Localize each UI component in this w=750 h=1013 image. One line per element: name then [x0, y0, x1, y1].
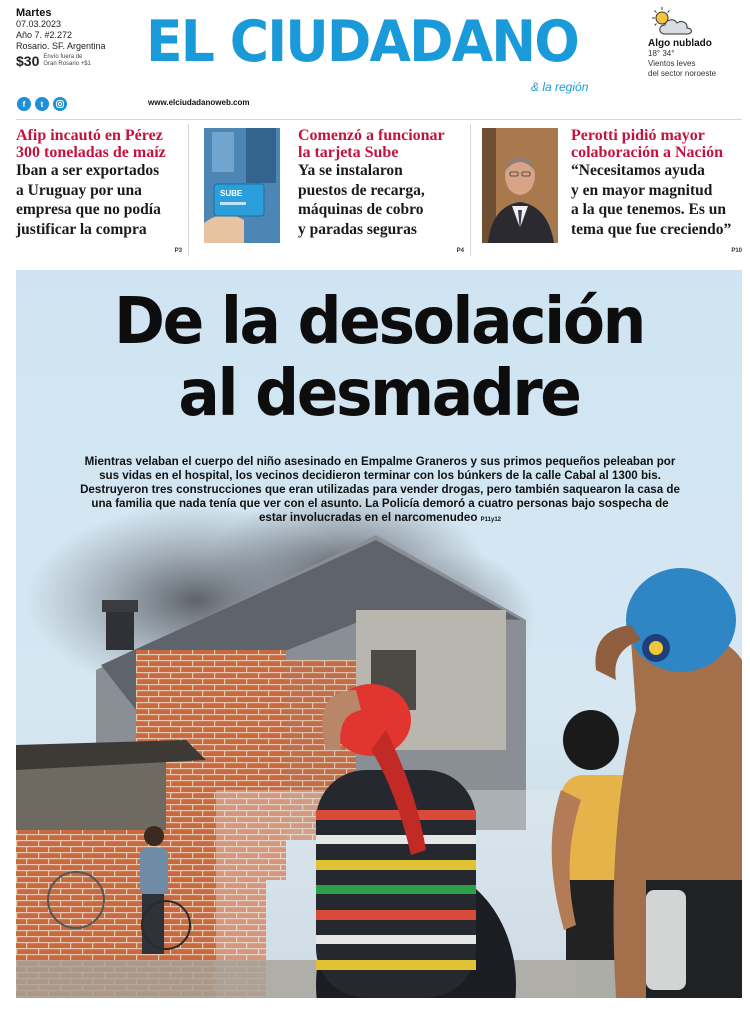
edition-date: 07.03.2023 [16, 19, 62, 29]
page-ref: P3 [174, 248, 182, 254]
headline-line: al desmadre [178, 357, 580, 431]
edition-number: Año 7. #2.272 [16, 30, 73, 40]
story-headline [16, 127, 182, 161]
summary-line: tema que fue creciendo” [571, 220, 732, 238]
perotti-photo [482, 128, 558, 243]
headline-line: Afip incautó en Pérez [16, 127, 163, 144]
sube-card-photo [204, 128, 280, 243]
story-headline [571, 127, 742, 161]
page-ref: P11y12 [480, 517, 502, 523]
headline-line: De la desolación [114, 285, 644, 359]
price: $30 [16, 52, 40, 69]
sube-card-label: SUBE [220, 189, 243, 198]
price-note-line: Envío fuera de [43, 54, 83, 60]
website-url[interactable]: www.elciudadanoweb.com [148, 98, 250, 107]
story-headline [298, 127, 464, 161]
price-row [16, 54, 134, 68]
logo-subtitle: & la región [531, 80, 589, 94]
summary-line: Iban a ser exportados [16, 162, 160, 179]
weather-box [648, 6, 748, 79]
summary-line: justificar la compra [16, 220, 147, 238]
summary-line: a Uruguay por una [16, 181, 142, 199]
lead-story[interactable] [16, 270, 742, 998]
summary-line: y paradas seguras [298, 220, 417, 238]
edition-day: Martes [16, 7, 52, 19]
story-summary [298, 161, 464, 239]
divider [188, 124, 189, 256]
lead-summary-text: Mientras velaban el cuerpo del niño asesinado en Empalme Graneros y sus primos pequeños peleaban por sus vidas en el hospital, los vecinos decidieron terminar con los búnkers de la calle Cabal al 1300 bis. Destruyeron tres construcciones que eran utilizadas para vender drogas, pero también saquearon la casa de una familia que nada tenía que ver con el asunto. La Policía demoró a cuatro personas bajo sospecha de estar involucradas en el narcomenudeo [80, 455, 680, 524]
summary-line: Ya se instalaron [298, 162, 403, 179]
summary-line: y en mayor magnitud [571, 181, 713, 199]
divider [16, 119, 742, 120]
instagram-icon[interactable] [53, 97, 67, 111]
divider [470, 124, 471, 256]
summary-line: puestos de recarga, [298, 181, 425, 199]
page-ref: P4 [456, 248, 464, 254]
summary-line: a la que tenemos. Es un [571, 201, 727, 218]
story-sube[interactable] [298, 127, 464, 254]
story-summary [16, 161, 182, 239]
facebook-icon[interactable]: f [17, 97, 31, 111]
summary-line: empresa que no podía [16, 201, 161, 218]
partly-cloudy-icon [648, 6, 696, 38]
headline-line: la tarjeta Sube [298, 144, 399, 161]
page-ref: P10 [731, 248, 742, 254]
lead-summary [78, 455, 682, 527]
story-afip[interactable] [16, 127, 182, 254]
weather-wind: Vientos leves [648, 59, 696, 68]
edition-location: Rosario. SF. Argentina [16, 41, 106, 51]
summary-line: máquinas de cobro [298, 201, 424, 218]
newspaper-logo[interactable]: EL CIUDADANO [146, 9, 578, 75]
edition-info [16, 8, 134, 68]
weather-sky: Algo nublado [648, 38, 712, 49]
headline-line: Comenzó a funcionar [298, 127, 445, 144]
headline-line: 300 toneladas de maíz [16, 144, 166, 161]
masthead [0, 0, 750, 118]
summary-line: “Necesitamos ayuda [571, 162, 705, 179]
twitter-icon[interactable]: t [35, 97, 49, 111]
price-note [43, 54, 91, 68]
price-note-line: Gran Rosario +$1 [43, 61, 91, 67]
story-summary [571, 161, 742, 239]
social-links [17, 97, 67, 111]
lead-headline [31, 286, 728, 430]
headline-line: Perotti pidió mayor [571, 127, 705, 144]
headline-line: colaboración a Nación [571, 144, 723, 161]
photo-credit: JUAN JOSÉ GARCÍA [685, 991, 738, 997]
story-perotti[interactable] [571, 127, 742, 254]
weather-wind-direction: del sector noroeste [648, 69, 717, 78]
weather-temps: 18° 34° [648, 49, 675, 58]
